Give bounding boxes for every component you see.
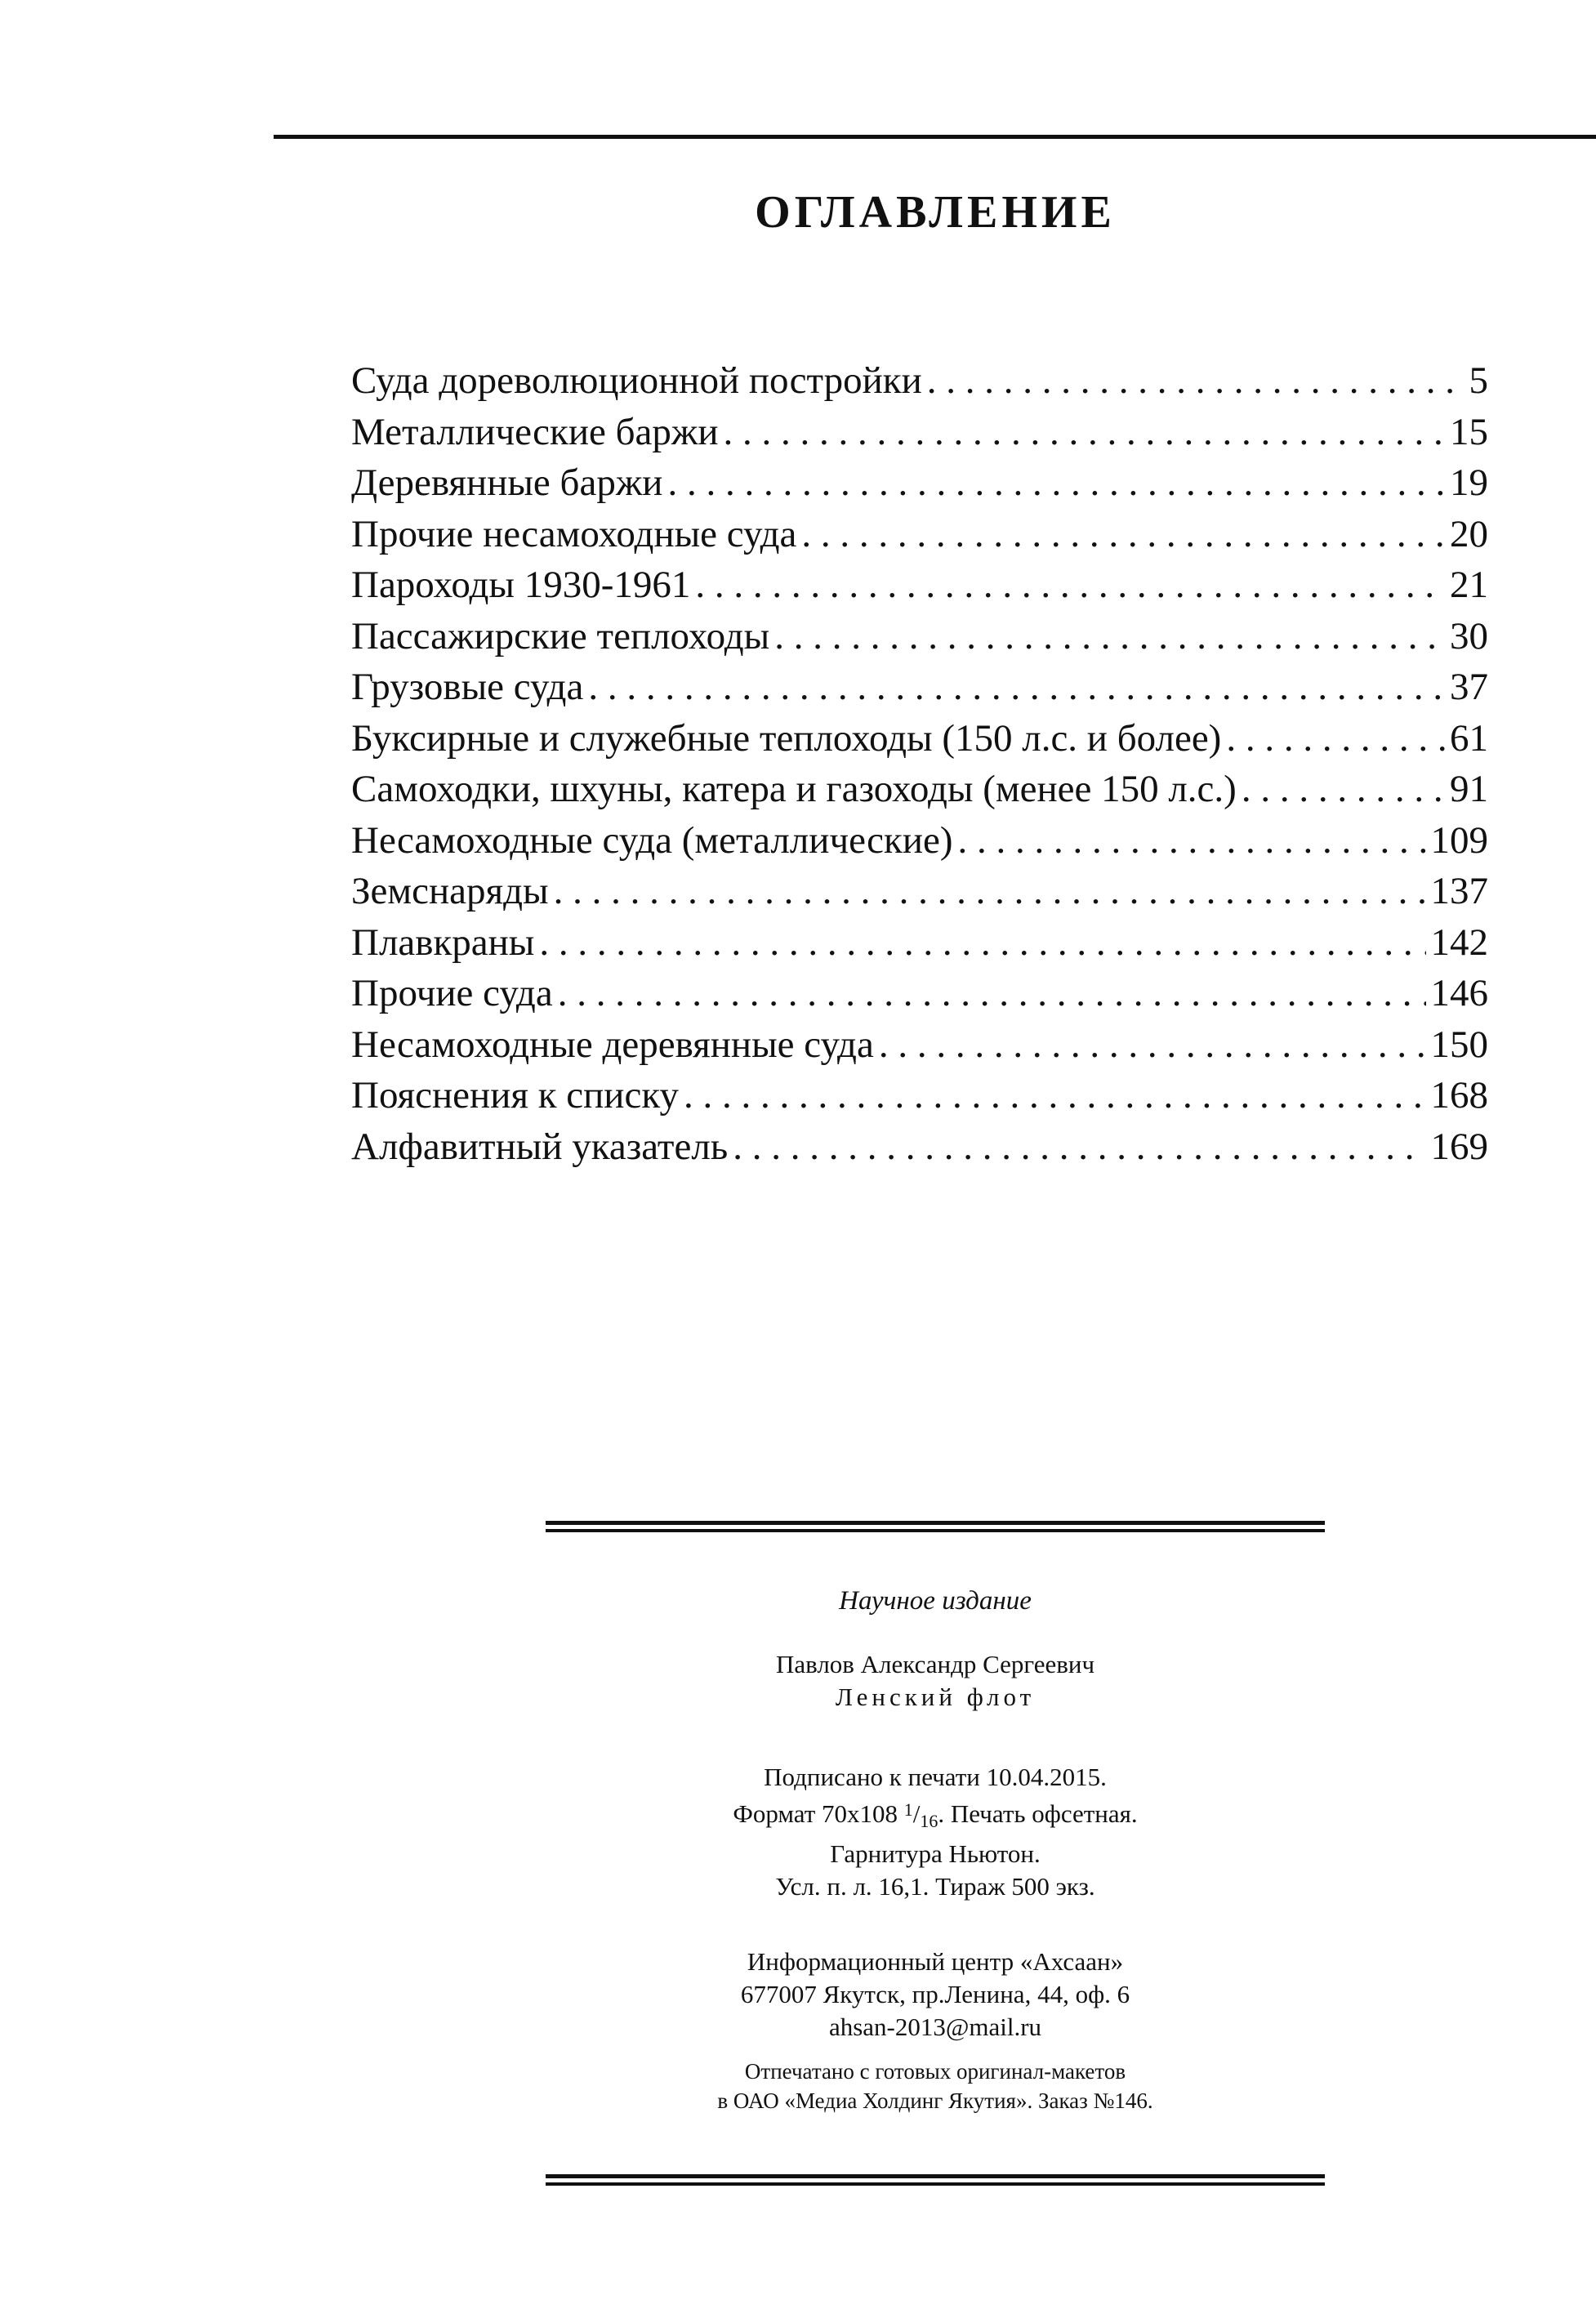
toc-entry-page: 5: [1469, 359, 1488, 402]
imprint: [546, 1585, 1325, 2115]
toc-entry-title: Несамоходные суда (металлические): [351, 818, 953, 862]
address-line: 677007 Якутск, пр.Ленина, 44, оф. 6: [740, 1980, 1130, 2008]
toc-entry: [351, 1070, 1488, 1121]
toc-entry-page: 91: [1450, 768, 1488, 810]
toc-entry: [351, 713, 1488, 764]
toc-entry: [351, 764, 1488, 815]
toc-leader-dots: [695, 559, 1445, 611]
toc-entry-title: Буксирные и служебные теплоходы (150 л.с. и более): [351, 716, 1222, 760]
toc-entry-title: Пояснения к списку: [351, 1074, 679, 1117]
toc-entry-page: 168: [1430, 1074, 1488, 1117]
table-of-contents: [351, 355, 1488, 1172]
top-rule: [274, 135, 1596, 139]
toc-entry-page: 20: [1450, 512, 1488, 555]
toc-leader-dots: [879, 1019, 1426, 1071]
toc-leader-dots: [733, 1121, 1425, 1173]
format-numerator: 1: [903, 1799, 913, 1820]
toc-entry-page: 37: [1450, 666, 1488, 708]
toc-entry-page: 30: [1450, 614, 1488, 657]
author: Павлов Александр Сергеевич: [775, 1650, 1095, 1678]
toc-entry-page: 146: [1430, 972, 1488, 1014]
format-prefix: Формат 70x108: [733, 1799, 904, 1828]
toc-entry-page: 142: [1430, 920, 1488, 964]
toc-entry-title: Плавкраны: [351, 920, 535, 964]
toc-entry-page: 15: [1450, 410, 1488, 453]
toc-entry: [351, 611, 1488, 662]
format-line: Формат 70x108 $^1$/16. Печать офсетная.: [733, 1799, 1138, 1831]
toc-entry-page: 137: [1430, 870, 1488, 912]
format-denominator: 16: [920, 1811, 938, 1831]
toc-entry: [351, 866, 1488, 917]
toc-entry-page: 21: [1450, 564, 1488, 606]
toc-leader-dots: [958, 815, 1426, 867]
print-run-line: Усл. п. л. 16,1. Тираж 500 экз.: [775, 1872, 1095, 1901]
page-title: ОГЛАВЛЕНИЕ: [755, 187, 1116, 238]
toc-entry-title: Алфавитный указатель: [351, 1125, 729, 1168]
toc-entry-title: Деревянные баржи: [351, 461, 663, 504]
toc-leader-dots: [724, 407, 1445, 458]
email-line: ahsan-2013@mail.ru: [828, 2013, 1042, 2041]
toc-entry: [351, 1121, 1488, 1173]
publisher-line: Информационный центр «Ахсаан»: [747, 1947, 1124, 1976]
toc-entry: [351, 662, 1488, 713]
divider-bottom: [546, 2174, 1325, 2186]
toc-leader-dots: [774, 611, 1445, 662]
toc-entry-title: Земснаряды: [351, 870, 549, 912]
signed-line: Подписано к печати 10.04.2015.: [764, 1763, 1107, 1791]
toc-leader-dots: [539, 917, 1425, 969]
toc-entry: [351, 1019, 1488, 1071]
toc-entry-title: Самоходки, шхуны, катера и газоходы (менее 150 л.с.): [351, 768, 1237, 810]
toc-entry: [351, 457, 1488, 509]
toc-entry-page: 150: [1430, 1023, 1488, 1066]
toc-entry-title: Прочие суда: [351, 972, 553, 1014]
toc-entry: [351, 509, 1488, 560]
toc-entry: [351, 917, 1488, 969]
divider-top: [546, 1521, 1325, 1532]
toc-entry-title: Суда дореволюционной постройки: [351, 359, 922, 402]
toc-entry: [351, 559, 1488, 611]
toc-entry-title: Металлические баржи: [351, 410, 719, 453]
toc-entry-page: 169: [1430, 1125, 1488, 1168]
toc-entry-page: 61: [1450, 716, 1488, 760]
typeface-line: Гарнитура Ньютон.: [830, 1839, 1041, 1868]
toc-entry: [351, 815, 1488, 867]
toc-entry-title: Грузовые суда: [351, 666, 584, 708]
format-suffix: . Печать офсетная.: [938, 1799, 1138, 1828]
printed-line-2: в ОАО «Медиа Холдинг Якутия». Заказ №146.: [717, 2088, 1153, 2113]
toc-leader-dots: [1242, 764, 1445, 815]
toc-entry-page: 109: [1430, 818, 1488, 862]
edition-type: Научное издание: [839, 1586, 1032, 1616]
toc-entry: [351, 355, 1488, 407]
toc-leader-dots: [667, 457, 1445, 509]
printed-line-1: Отпечатано с готовых оригинал-макетов: [744, 2059, 1126, 2084]
book-title: Ленский флот: [835, 1683, 1036, 1711]
toc-entry-title: Прочие несамоходные суда: [351, 512, 797, 555]
toc-leader-dots: [588, 662, 1445, 713]
toc-leader-dots: [927, 355, 1464, 407]
toc-entry-title: Несамоходные деревянные суда: [351, 1023, 874, 1066]
toc-leader-dots: [801, 509, 1445, 560]
toc-leader-dots: [558, 968, 1426, 1019]
toc-entry: [351, 407, 1488, 458]
toc-entry-page: 19: [1450, 461, 1488, 504]
toc-leader-dots: [1226, 713, 1445, 764]
toc-leader-dots: [684, 1070, 1426, 1121]
toc-entry: [351, 968, 1488, 1019]
toc-entry-title: Пароходы 1930-1961: [351, 564, 691, 606]
toc-leader-dots: [554, 866, 1426, 917]
toc-entry-title: Пассажирские теплоходы: [351, 614, 770, 657]
